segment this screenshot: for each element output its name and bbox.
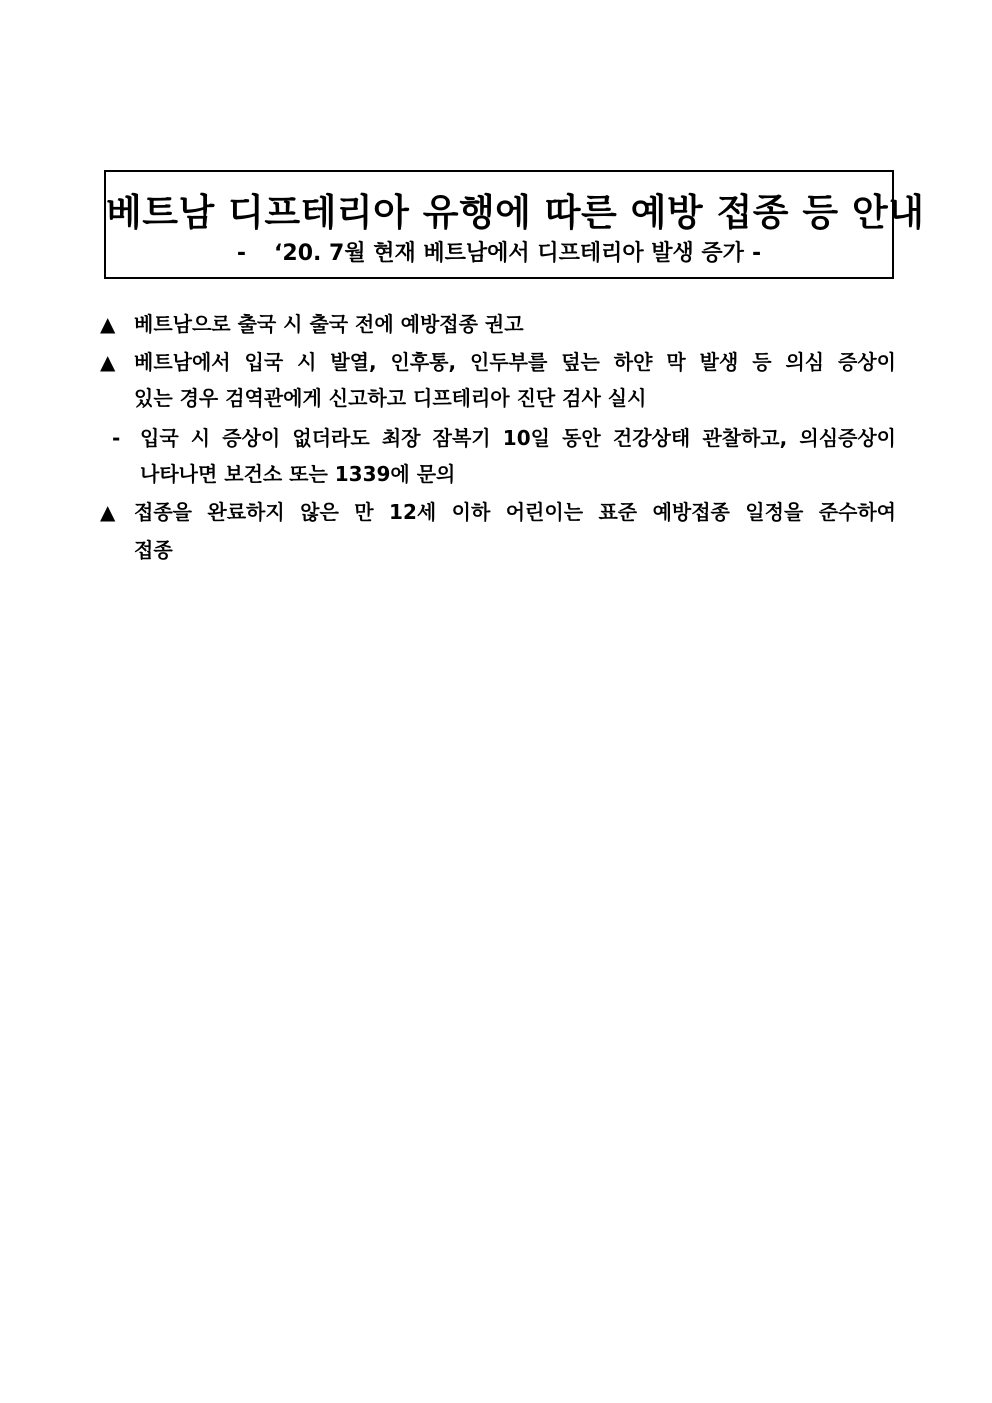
list-item: [100, 344, 896, 380]
list-item-continuation: [134, 380, 646, 416]
list-item-text: 베트남에서 입국 시 발열, 인후통, 인두부를 덮는 하얀 막 발생 등 의심 증상이: [134, 350, 896, 374]
subtitle-dash-left: -: [236, 241, 247, 266]
title-box: [104, 170, 925, 279]
triangle-bullet-icon: ▲: [100, 500, 116, 524]
sub-list-item-text: 입국 시 증상이 없더라도 최장 잠복기 10일 동안 건강상태 관찰하고, 의심증상이: [140, 426, 896, 450]
subtitle-dash-right: -: [751, 241, 762, 266]
sub-list-item: [112, 420, 896, 456]
triangle-bullet-icon: ▲: [100, 312, 116, 336]
list-item-text: 접종을 완료하지 않은 만 12세 이하 어린이는 표준 예방접종 일정을 준수하여: [134, 500, 896, 524]
list-item-text: 베트남으로 출국 시 출국 전에 예방접종 권고: [134, 312, 524, 336]
triangle-bullet-icon: ▲: [100, 350, 116, 374]
list-item: [100, 494, 896, 530]
dash-bullet-icon: -: [112, 426, 121, 450]
document-subtitle: [106, 236, 892, 267]
list-item-continuation: [134, 532, 173, 568]
sub-list-item-continuation: [140, 456, 455, 492]
list-item: [100, 306, 524, 342]
sub-list-item-text: 나타나면 보건소 또는 1339에 문의: [140, 462, 456, 486]
list-item-text: 접종: [134, 538, 173, 562]
subtitle-text: ‘20. 7월 현재 베트남에서 디프테리아 발생 증가: [274, 241, 744, 266]
document-title: 베트남 디프테리아 유행에 따른 예방 접종 등 안내: [106, 191, 925, 234]
list-item-text: 있는 경우 검역관에게 신고하고 디프테리아 진단 검사 실시: [134, 386, 647, 410]
